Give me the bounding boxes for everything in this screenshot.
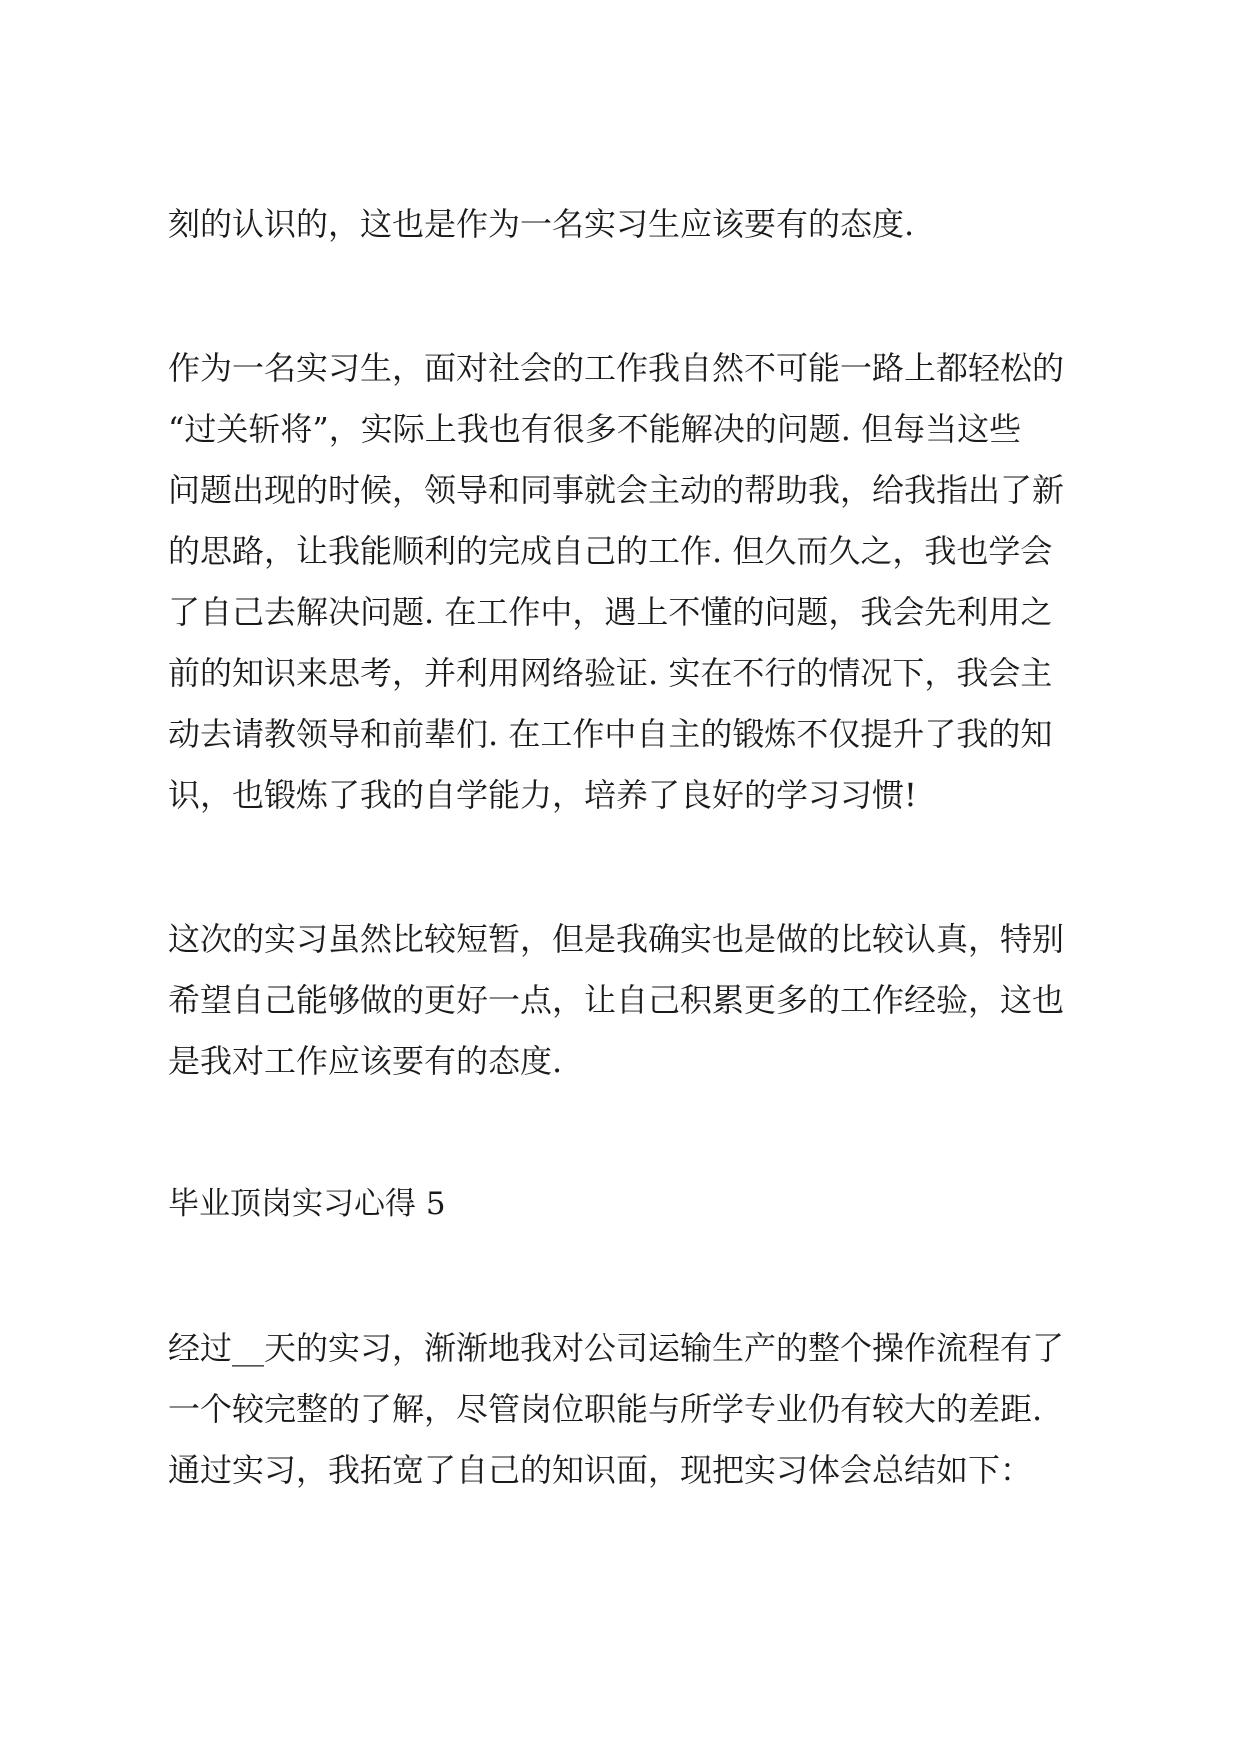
paragraph-line: 经过__天的实习，渐渐地我对公司运输生产的整个操作流程有了 [168, 1329, 1065, 1367]
paragraph-line: 是我对工作应该要有的态度. [168, 1042, 563, 1080]
paragraph-line: 希望自己能够做的更好一点，让自己积累更多的工作经验，这也 [168, 981, 1065, 1019]
paragraph-line: 一个较完整的了解，尽管岗位职能与所学专业仍有较大的差距. [168, 1390, 1043, 1428]
paragraph-line: 了自己去解决问题. 在工作中，遇上不懂的问题，我会先利用之 [168, 593, 1053, 631]
paragraph-line: 通过实习，我拓宽了自己的知识面，现把实习体会总结如下： [168, 1451, 1033, 1489]
paragraph-line: 这次的实习虽然比较短暂，但是我确实也是做的比较认真，特别 [168, 920, 1065, 958]
paragraph-line: 作为一名实习生，面对社会的工作我自然不可能一路上都轻松的 [168, 349, 1065, 387]
paragraph-line: 刻的认识的，这也是作为一名实习生应该要有的态度. [168, 205, 915, 243]
paragraph-line: “过关斩将”，实际上我也有很多不能解决的问题. 但每当这些 [168, 410, 1022, 448]
paragraph-line: 前的知识来思考，并利用网络验证. 实在不行的情况下，我会主 [168, 654, 1053, 692]
paragraph-line: 的思路，让我能顺利的完成自己的工作. 但久而久之，我也学会 [168, 532, 1053, 570]
section-heading: 毕业顶岗实习心得 5 [168, 1186, 446, 1222]
paragraph-line: 识，也锻炼了我的自学能力，培养了良好的学习习惯! [168, 776, 917, 814]
paragraph-line: 动去请教领导和前辈们. 在工作中自主的锻炼不仅提升了我的知 [168, 715, 1053, 753]
paragraph-line: 问题出现的时候，领导和同事就会主动的帮助我，给我指出了新 [168, 471, 1065, 509]
